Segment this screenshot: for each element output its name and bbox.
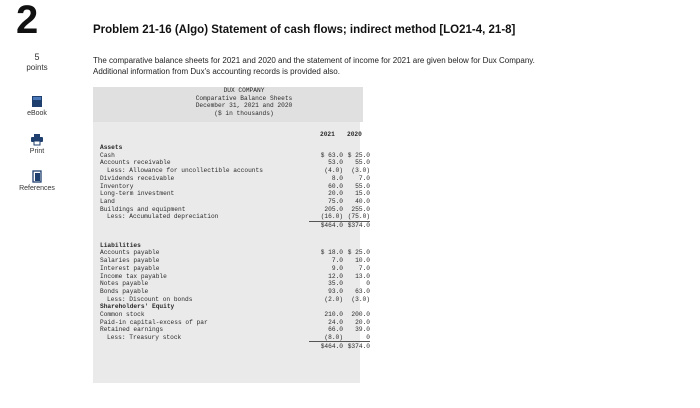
value-2021: 60.0 (328, 182, 343, 190)
value-2021: (16.0) (320, 213, 343, 221)
value-2021: 12.0 (328, 272, 343, 280)
value-2021: (2.0) (324, 295, 343, 303)
balance-sheet-image (93, 87, 370, 383)
value-2021: 66.0 (328, 326, 343, 334)
points-label: points (26, 63, 48, 72)
value-2021: $ 63.0 (320, 151, 343, 159)
value-2020: 20.0 (355, 318, 370, 326)
value-2021: $464.0 (320, 342, 343, 350)
row-label: Buildings and equipment (100, 205, 186, 213)
row-label: Bonds payable (100, 287, 149, 295)
row-label: Less: Treasury stock (107, 334, 182, 342)
value-2020: (75.0) (347, 213, 370, 221)
row-label: Less: Discount on bonds (107, 295, 193, 303)
ebook-icon (30, 95, 44, 108)
row-label: Cash (100, 151, 115, 159)
value-2020: (3.0) (351, 295, 370, 303)
value-2021: 53.0 (328, 159, 343, 167)
value-2021: 20.0 (328, 190, 343, 198)
value-2021: 7.0 (331, 257, 343, 265)
print-button[interactable] (0, 133, 74, 155)
value-2021: 9.0 (331, 264, 343, 272)
value-2021: 35.0 (328, 280, 343, 288)
value-2020: 255.0 (351, 205, 370, 213)
year-2020-header: 2020 (347, 131, 362, 138)
value-2021: $464.0 (320, 222, 343, 229)
value-2020: 200.0 (351, 311, 370, 318)
row-label: Assets (100, 144, 123, 151)
year-2021-header: 2021 (320, 131, 335, 138)
value-2020: 7.0 (358, 174, 370, 182)
row-label: Notes payable (100, 280, 149, 288)
row-label: Dividends receivable (100, 174, 175, 182)
value-2021: 210.0 (324, 311, 343, 318)
row-label: Income tax payable (100, 272, 167, 280)
balance-sheet-header (93, 87, 363, 122)
value-2021: (4.0) (324, 167, 343, 175)
problem-title: Problem 21-16 (Algo) Statement of cash flows; indirect method [LO21-4, 21-8] (93, 24, 516, 36)
references-label: References (19, 185, 55, 192)
statement-name: Comparative Balance Sheets (195, 94, 293, 102)
references-button[interactable] (0, 170, 74, 192)
value-2020: 0 (366, 280, 370, 288)
points-value: 5 (34, 52, 40, 62)
company-name: DUX COMPANY (223, 87, 265, 94)
value-2021: 75.0 (328, 197, 343, 205)
row-label: Shareholders' Equity (100, 303, 175, 311)
row-label: Less: Allowance for uncollectible accounts (107, 167, 263, 175)
value-2020: 0 (366, 334, 370, 342)
value-2020: $ 25.0 (347, 249, 370, 257)
value-2020: 55.0 (355, 182, 370, 190)
value-2020: 40.0 (355, 197, 370, 205)
row-label: Retained earnings (100, 326, 164, 334)
value-2021: 93.0 (328, 287, 343, 295)
value-2020: 15.0 (355, 190, 370, 198)
value-2021: (8.0) (324, 334, 343, 342)
row-label: Land (100, 197, 115, 205)
value-2020: 39.0 (355, 326, 370, 334)
value-2021: $ 18.0 (320, 249, 343, 257)
statement-units: ($ in thousands) (214, 109, 274, 117)
value-2021: 205.0 (324, 205, 343, 213)
value-2020: $ 25.0 (347, 151, 370, 159)
value-2020: 13.0 (355, 272, 370, 280)
statement-date: December 31, 2021 and 2020 (195, 102, 293, 109)
printer-icon (30, 133, 44, 146)
value-2020: $374.0 (347, 342, 370, 350)
row-label: Liabilities (100, 241, 141, 249)
row-label: Salaries payable (100, 257, 160, 265)
points-box (0, 52, 74, 72)
row-label: Interest payable (100, 264, 160, 272)
intro-line-1: The comparative balance sheets for 2021 and 2020 and the statement of income for 2021 are given below for Dux Company. (93, 56, 535, 65)
ebook-label: eBook (27, 110, 47, 117)
value-2020: 7.0 (358, 264, 370, 272)
row-label: Accounts receivable (100, 159, 171, 167)
row-label: Less: Accumulated depreciation (107, 213, 219, 221)
ebook-button[interactable] (0, 95, 74, 117)
row-label: Paid-in capital-excess of par (100, 318, 208, 326)
question-number: 2 (16, 0, 39, 42)
row-label: Long-term investment (100, 190, 175, 198)
row-label: Common stock (100, 311, 145, 318)
value-2020: (3.0) (351, 167, 370, 175)
references-icon (30, 170, 44, 183)
value-2021: 24.0 (328, 318, 343, 326)
value-2021: 8.0 (331, 174, 343, 182)
intro-line-2: Additional information from Dux's accounting records is provided also. (93, 67, 340, 76)
row-label: Accounts payable (100, 249, 160, 257)
print-label: Print (29, 148, 45, 155)
problem-intro (93, 55, 535, 77)
value-2020: 55.0 (355, 159, 370, 167)
value-2020: 10.0 (355, 257, 370, 265)
value-2020: $374.0 (347, 222, 370, 229)
value-2020: 63.0 (355, 287, 370, 295)
row-label: Inventory (100, 182, 134, 190)
